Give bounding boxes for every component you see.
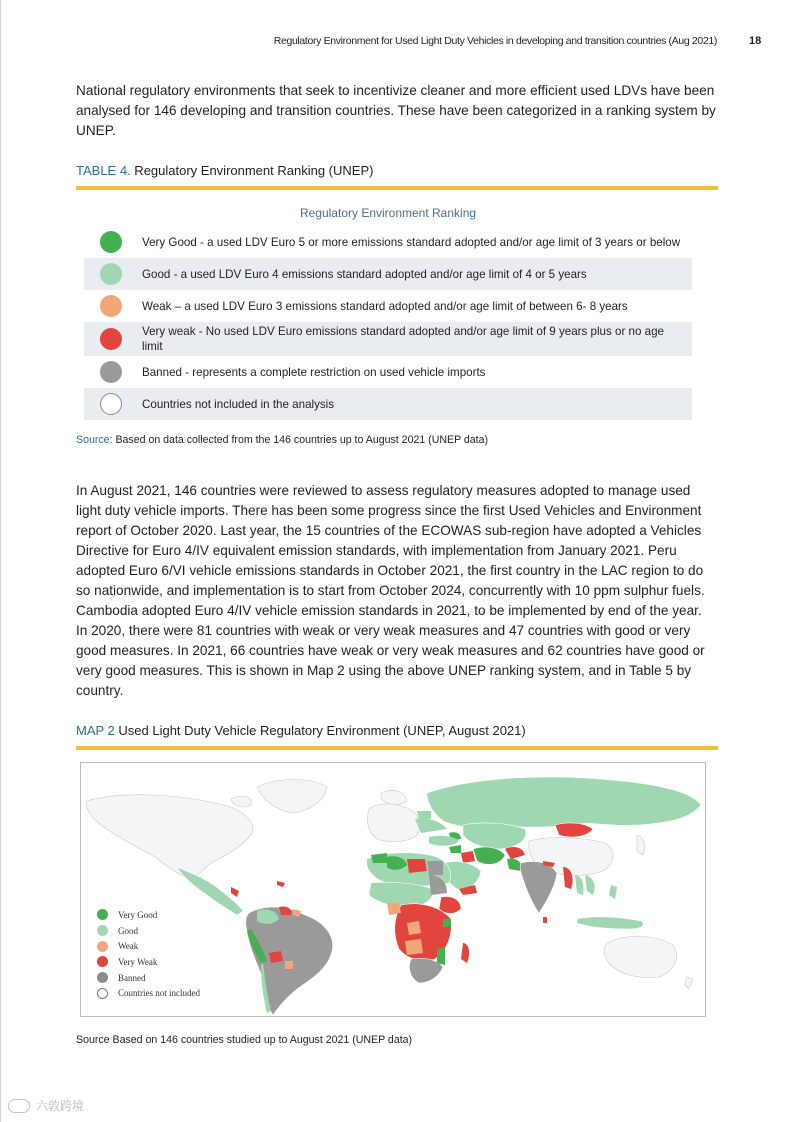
libya-region xyxy=(407,859,427,873)
iran-region xyxy=(473,847,505,864)
world-map xyxy=(80,762,706,1017)
table-caption-title: Regulatory Environment Ranking (UNEP) xyxy=(130,163,374,178)
rank-row-very-weak xyxy=(84,322,692,356)
new-zealand-region xyxy=(685,977,693,989)
rank-row-very-good xyxy=(84,226,692,258)
map-divider xyxy=(76,746,718,750)
map-source-note: Source Based on 146 countries studied up to August 2021 (UNEP data) xyxy=(76,1034,413,1046)
paraguay-region xyxy=(285,961,293,969)
watermark-logo-icon xyxy=(8,1099,30,1113)
legend-label: Weak xyxy=(118,941,139,952)
afghanistan-region xyxy=(505,847,525,859)
legend-label: Banned xyxy=(118,972,146,983)
rank-text: Good - a used LDV Euro 4 emissions standard adopted and/or age limit of 4 or 5 years xyxy=(142,268,587,281)
ranking-heading: Regulatory Environment Ranking xyxy=(299,206,477,220)
philippines-region xyxy=(609,885,617,899)
not-included-dot xyxy=(100,393,122,415)
source-text: Based on data collected from the 146 countries up to August 2021 (UNEP data) xyxy=(112,434,489,446)
table-source-note xyxy=(76,434,488,446)
body-paragraph: In August 2021, 146 countries were reviewed to assess regulatory measures adopted to manage used light duty vehicle imports. There has been some progress since the first Used Vehicles and Environment report of October 2020. Last year, the 15 countries of the ECOWAS sub-region have adopted a Vehicles Directive for Euro 4/IV equivalent emission standards, with implementation from January 2021. Peru adopted Euro 6/VI vehicle emissions standards in October 2021, the first country in the LAC region to do so nationwide, and implementation is to start from October 2024, concurrently with 10 ppm sulphur fuels. Cambodia adopted Euro 4/IV vehicle emission standards in 2021, to be implemented by end of the year. In 2020, there were 81 countries with weak or very weak measures and 47 countries with good or very good measures. In 2021, 66 countries have weak or very weak measures and 62 countries have good or very good measures. This is shown in Map 2 using the above UNEP ranking system, and in Table 5 by country. xyxy=(76,483,705,698)
legend-item-weak xyxy=(97,938,200,954)
madagascar-region xyxy=(461,943,469,963)
bolivia-region xyxy=(269,951,283,963)
pakistan-region xyxy=(507,859,521,872)
table-divider xyxy=(76,186,718,190)
very-weak-swatch xyxy=(97,956,108,967)
arctic-islands xyxy=(231,796,252,807)
caribbean-red xyxy=(277,881,285,887)
venezuela-region xyxy=(279,906,291,915)
congo-weak xyxy=(407,921,421,935)
greenland-region xyxy=(257,780,327,814)
very-good-dot xyxy=(100,231,122,253)
rank-text: Banned - represents a complete restriction on used vehicle imports xyxy=(142,366,486,379)
rank-text: Very weak - No used LDV Euro emissions standard adopted and/or age limit of 9 years plus or no age limit xyxy=(142,325,665,353)
map-legend xyxy=(97,907,200,1001)
banned-swatch xyxy=(97,972,108,983)
weak-dot xyxy=(100,295,122,317)
very-weak-dot xyxy=(100,328,122,350)
legend-item-very-weak xyxy=(97,954,200,970)
rank-text: Weak – a used LDV Euro 3 emissions standard adopted and/or age limit of between 6- 8 years xyxy=(142,300,628,313)
legend-label: Very Weak xyxy=(118,956,158,967)
india-region xyxy=(520,861,557,913)
rank-row-good xyxy=(84,258,692,290)
legend-label: Countries not included xyxy=(118,988,200,999)
ranking-panel xyxy=(76,196,712,428)
west-africa-weak xyxy=(387,903,401,915)
running-header xyxy=(0,33,793,49)
rank-row-not-included xyxy=(84,388,692,420)
table-caption xyxy=(76,163,373,178)
iraq-region xyxy=(461,851,475,863)
weak-swatch xyxy=(97,941,108,952)
morocco-region xyxy=(371,853,387,863)
egypt-region xyxy=(427,861,443,875)
banned-dot xyxy=(100,361,122,383)
north-america-region xyxy=(87,795,253,879)
indonesia-region xyxy=(577,917,643,929)
angola-weak xyxy=(405,939,423,955)
indochina-region xyxy=(585,875,595,895)
belarus-region xyxy=(417,811,431,819)
good-dot xyxy=(100,263,122,285)
russia-region xyxy=(427,777,701,827)
watermark xyxy=(8,1097,84,1114)
intro-paragraph: National regulatory environments that seek to incentivize cleaner and more efficient used LDVs have been analysed for 146 developing and transition countries. These have been categorized in a ranking system by UNEP. xyxy=(76,83,716,138)
legend-item-good xyxy=(97,923,200,939)
page-number: 18 xyxy=(749,35,762,47)
map-caption-label: MAP 2 xyxy=(76,723,115,738)
good-swatch xyxy=(97,925,108,936)
rank-text: Very Good - a used LDV Euro 5 or more emissions standard adopted and/or age limit of 3 years or below xyxy=(142,236,681,249)
very-good-swatch xyxy=(97,909,108,920)
ethiopia-region xyxy=(439,897,461,914)
europe-region xyxy=(367,804,420,842)
map-caption xyxy=(76,723,526,738)
source-label: Source: xyxy=(76,434,113,446)
page-edge xyxy=(0,0,1,1122)
map-caption-title: Used Light Duty Vehicle Regulatory Environment (UNEP, August 2021) xyxy=(114,723,526,738)
kenya-green xyxy=(443,919,451,927)
legend-label: Very Good xyxy=(118,909,158,920)
australia-region xyxy=(604,936,676,977)
mongolia-region xyxy=(555,823,593,837)
japan-region xyxy=(637,835,645,855)
thailand-region xyxy=(575,875,584,895)
legend-item-banned xyxy=(97,970,200,986)
rank-row-weak xyxy=(84,290,692,322)
not-included-swatch xyxy=(97,988,108,999)
legend-label: Good xyxy=(118,925,138,936)
central-america-red xyxy=(231,887,239,897)
mozambique-region xyxy=(437,947,445,965)
scandinavia-region xyxy=(381,790,407,804)
rank-row-banned xyxy=(84,356,692,388)
kazakhstan-region xyxy=(463,823,526,849)
legend-item-not-included xyxy=(97,985,200,1001)
running-title: Regulatory Environment for Used Light Duty Vehicles in developing and transition countries (Aug 2021) xyxy=(273,35,717,47)
watermark-text: 六敦跨境 xyxy=(36,1099,85,1113)
syria-region xyxy=(449,845,461,853)
sri-lanka-region xyxy=(543,917,547,923)
legend-item-very-good xyxy=(97,907,200,923)
rank-text: Countries not included in the analysis xyxy=(142,398,335,411)
table-caption-label: TABLE 4. xyxy=(76,163,131,178)
